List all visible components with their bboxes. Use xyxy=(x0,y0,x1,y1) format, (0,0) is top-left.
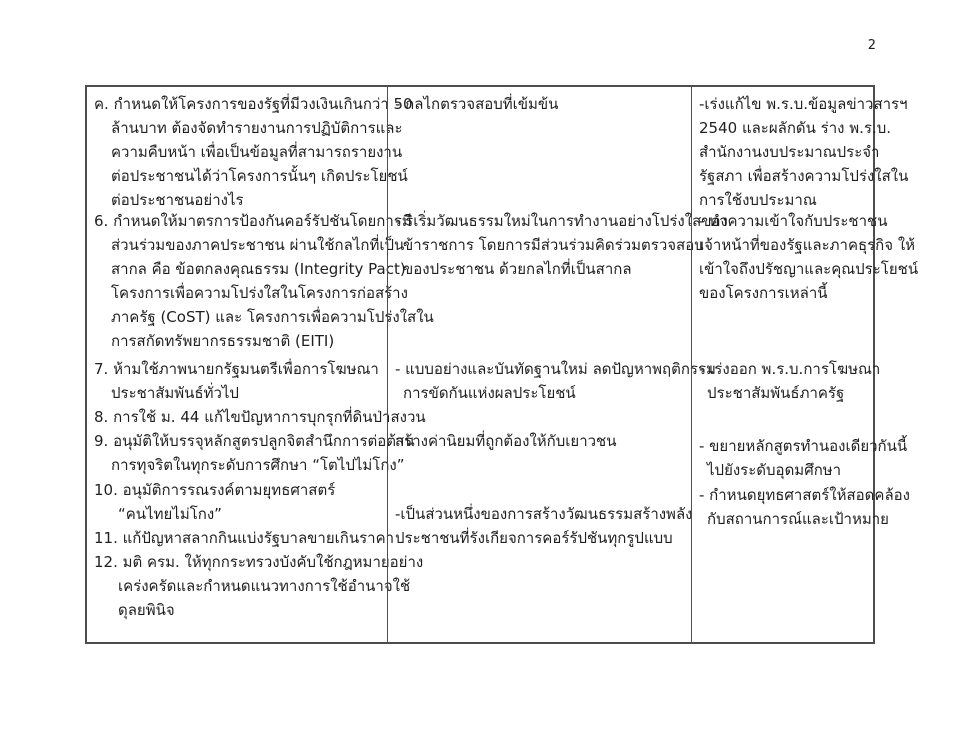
text-line: ส่วนร่วมของภาคประชาชน ผ่านใช้กลไกที่เป็น xyxy=(111,236,405,254)
text-line: รัฐสภา เพื่อสร้างความโปร่งใสใน xyxy=(699,167,909,185)
text-line: ของประชาชน ด้วยกลไกที่เป็นสากล xyxy=(403,260,632,278)
table-column-left xyxy=(87,87,434,642)
text-line: เคร่งครัดและกำหนดแนวทางการใช้อำนาจใช้ xyxy=(118,577,411,595)
text-line: -เร่งแก้ไข พ.ร.บ.ข้อมูลข่าวสารฯ xyxy=(699,95,908,113)
text-line: ข้าราชการ โดยการมีส่วนร่วมคิดร่วมตรวจสอบ xyxy=(403,236,704,254)
text-line: ประชาชนที่รังเกียจการคอร์รัปชันทุกรูปแบบ xyxy=(395,529,673,547)
text-line: - กำหนดยุทธศาสตร์ให้สอดคล้อง xyxy=(699,486,910,504)
text-line: การใช้งบประมาณ xyxy=(699,191,817,209)
text-line: การทุจริตในทุกระดับการศึกษา “โตไปไม่โกง” xyxy=(111,456,405,474)
list-item-6 xyxy=(94,209,434,353)
text-line: โครงการเพื่อความโปร่งใสในโครงการก่อสร้าง xyxy=(111,284,408,302)
note-block xyxy=(395,209,728,281)
text-line: ต่อประชาชนอย่างไร xyxy=(111,191,244,209)
text-line: ภาครัฐ (CoST) และ โครงการเพื่อความโปร่งใสใน xyxy=(111,308,434,326)
text-line: 6. กำหนดให้มาตรการป้องกันคอร์รัปชันโดยการมี xyxy=(94,212,412,230)
text-line: ประชาสัมพันธ์ทั่วไป xyxy=(111,384,239,402)
text-line: 9. อนุมัติให้บรรจุหลักสูตรปลูกจิตสำนึกการต่อต้าน xyxy=(94,432,415,450)
page-number: 2 xyxy=(867,38,876,53)
text-line: - ขยายหลักสูตรทำนองเดียวกันนี้ xyxy=(699,437,908,455)
list-item-11 xyxy=(94,526,395,550)
text-line: 10. อนุมัติการรณรงค์ตามยุทธศาสตร์ xyxy=(94,481,336,499)
note-block xyxy=(395,92,688,116)
table-column-right xyxy=(691,87,919,642)
text-line: ไปยังระดับอุดมศึกษา xyxy=(707,461,842,479)
text-line: ประชาสัมพันธ์ภาครัฐ xyxy=(707,384,845,402)
list-item-8 xyxy=(94,405,426,429)
content-table xyxy=(85,85,919,644)
list-item-kho xyxy=(94,92,413,212)
text-line: สากล คือ ข้อตกลงคุณธรรม (Integrity Pact) xyxy=(111,260,406,278)
text-line: ค. กำหนดให้โครงการของรัฐที่มีวงเงินเกินกว่า 50 xyxy=(94,95,413,113)
note-block xyxy=(699,434,908,482)
note-block xyxy=(699,483,910,531)
text-line: “คนไทยไม่โกง” xyxy=(118,505,222,523)
text-line: - กลไกตรวจสอบที่เข้มข้น xyxy=(395,95,559,113)
text-line: ความคืบหน้า เพื่อเป็นข้อมูลที่สามารถรายงาน xyxy=(111,143,403,161)
text-line: 12. มติ ครม. ให้ทุกกระทรวงบังคับใช้กฎหมายอย่าง xyxy=(94,553,424,571)
text-line: - ริเริ่มวัฒนธรรมใหม่ในการทำงานอย่างโปร่งใสของ xyxy=(395,212,728,230)
text-line: ต่อประชาชนได้ว่าโครงการนั้นๆ เกิดประโยชน์ xyxy=(111,167,408,185)
note-block xyxy=(699,92,909,212)
table-column-middle xyxy=(387,87,728,642)
text-line: การขัดกันแห่งผลประโยชน์ xyxy=(403,384,576,402)
text-line: เจ้าหน้าที่ของรัฐและภาคธุรกิจ ให้ xyxy=(699,236,916,254)
text-line: เข้าใจถึงปรัชญาและคุณประโยชน์ xyxy=(699,260,919,278)
list-item-12 xyxy=(94,550,424,622)
text-line: -เป็นส่วนหนึ่งของการสร้างวัฒนธรรมสร้างพลัง xyxy=(395,505,693,523)
text-line: - แบบอย่างและบันทัดฐานใหม่ ลดปัญหาพฤติกรรม xyxy=(395,360,716,378)
text-line: สร้างค่านิยมที่ถูกต้องให้กับเยาวชน xyxy=(395,432,617,450)
note-block xyxy=(699,209,919,305)
text-line: ดุลยพินิจ xyxy=(118,601,175,619)
text-line: ของโครงการเหล่านี้ xyxy=(699,284,828,302)
text-line: 8. การใช้ ม. 44 แก้ไขปัญหาการบุกรุกที่ดินป่าสงวน xyxy=(94,408,426,426)
text-line: การสกัดทรัพยากรธรรมชาติ (EITI) xyxy=(111,332,335,350)
list-item-9 xyxy=(94,429,415,477)
text-line: - เร่งออก พ.ร.บ.การโฆษณา xyxy=(699,360,881,378)
note-block xyxy=(395,357,716,405)
text-line: 2540 และผลักดัน ร่าง พ.ร.บ. xyxy=(699,119,892,137)
note-block xyxy=(395,429,688,453)
list-item-10 xyxy=(94,478,384,526)
text-line: 11. แก้ปัญหาสลากกินแบ่งรัฐบาลขายเกินราคา xyxy=(94,529,395,547)
text-line: กับสถานการณ์และเป้าหมาย xyxy=(707,510,889,528)
text-line: สำนักงานงบประมาณประจำ xyxy=(699,143,880,161)
note-block xyxy=(395,502,693,550)
list-item-7 xyxy=(94,357,384,405)
text-line: ล้านบาท ต้องจัดทำรายงานการปฏิบัติการและ xyxy=(111,119,403,137)
text-line: - ทำความเข้าใจกับประชาชน xyxy=(699,212,888,230)
text-line: 7. ห้ามใช้ภาพนายกรัฐมนตรีเพื่อการโฆษณา xyxy=(94,360,379,378)
note-block xyxy=(699,357,881,405)
